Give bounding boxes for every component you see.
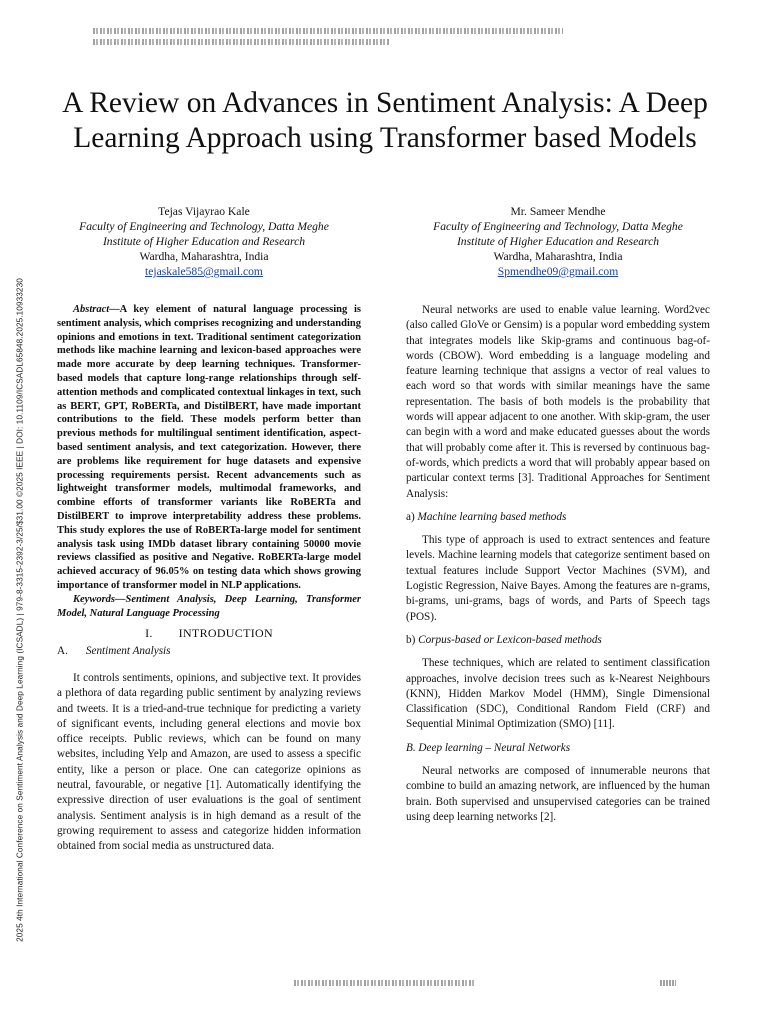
author-affiliation: Institute of Higher Education and Research [456, 235, 660, 248]
intro-paragraph: It controls sentiments, opinions, and subjective text. It provides a plethora of data regarding public sentiment by analyzing reviews and tweets. It is a tried-and-true technique for predicting a variety of significant events, including general elections and movie box office receipts. Public reviews, which can be found on many websites, including Yelp and Amazon, are used to assess a specific entity, like a person or place. One can categorize opinions as neutral, favourable, or negative [1]. Automatically identifying the expressive direction of user evaluations is the goal of sentiment analysis. Sentiment analysis is in high demand as a result of the growing requirement to assess and categorize hidden information obtained from social media as unstructured data. [57, 671, 361, 853]
abstract-text: A key element of natural language processing is sentiment analysis, which comprises recognizing and understanding opinions and emotions in text. Traditional sentiment categorization methods like machine learning and lexicon-based approaches were made more accurate by deep learning techniques. Transformer-based models that capture long-range relationships through self-attention methods and complicated contextual linkages in text, such as BERT, GPT, RoBERTa, and DistilBERT, have made important contributions to the field. These models perform better than previous methods for multilingual sentiment identification, aspect-based sentiment analysis, and text categorization. However, there are problems like requirement for huge datasets and expensive processing requirements persist. Recent advancements such as lightweight transformer models, multimodal frameworks, and combine efforts of transformer variants like RoBERTa and DistilBERT to improve interpretability address these problems. This study explores the use of RoBERTa-large model for sentiment analysis task using IMDb dataset library containing 50000 movie reviews classified as positive and Negative. RoBERTa-large model achieved accuracy of 96.05% on testing data which shows growing importance of transformer model in NLP applications. [57, 304, 361, 591]
left-column [57, 303, 361, 854]
author-affiliation: Institute of Higher Education and Research [102, 235, 306, 248]
paragraph-neural-networks: Neural networks are composed of innumerable neurons that combine to build an amazing network, are influenced by the human brain. Both supervised and unsupervised categories can be trained using deep learning networks [2]. [406, 765, 710, 823]
page-number-blurred [660, 980, 676, 986]
keywords-label: Keywords [73, 593, 115, 605]
paragraph-lexicon-methods: These techniques, which are related to sentiment classification approaches, involve decision trees such as k-Nearest Neighbours (KNN), Hidden Markov Model (HMM), Single Dimensional Classification (SDC), Conditional Random Field (CRF) and Sequential Minimal Optimization (SMO) [11]. [406, 657, 710, 731]
keywords: Keywords—Sentiment Analysis, Deep Learning, Transformer Model, Natural Language Processing [57, 593, 361, 619]
right-column [406, 303, 710, 825]
subsection-heading: A. Sentiment Analysis [57, 644, 171, 657]
author-location: Wardha, Maharashtra, India [139, 250, 269, 263]
author-affiliation: Faculty of Engineering and Technology, Datta Meghe [433, 220, 683, 233]
author-location: Wardha, Maharashtra, India [493, 250, 623, 263]
subheading-lexicon-methods: b) Corpus-based or Lexicon-based methods [406, 633, 602, 646]
footer-text-blurred [294, 980, 474, 986]
paper-title: A Review on Advances in Sentiment Analysis: A Deep Learning Approach using Transformer based Models [62, 87, 708, 154]
abstract: Abstract—A key element of natural language processing is sentiment analysis, which comprises recognizing and understanding opinions and emotions in text. Traditional sentiment categorization methods like machine learning and lexicon-based approaches were made more accurate by deep learning techniques. Transformer-based models that capture long-range relationships through self-attention methods and complicated contextual linkages in text, such as BERT, GPT, RoBERTa, and DistilBERT, have made important contributions to the field. These models perform better than previous methods for multilingual sentiment identification, aspect-based sentiment analysis, and text categorization. However, there are problems like requirement for huge datasets and expensive processing requirements persist. Recent advancements such as lightweight transformer models, multimodal frameworks, and combine efforts of transformer variants like RoBERTa and DistilBERT to improve interpretability address these problems. This study explores the use of RoBERTa-large model for sentiment analysis task using IMDb dataset library containing 50000 movie reviews classified as positive and Negative. RoBERTa-large model achieved accuracy of 96.05% on testing data which shows growing importance of transformer model in NLP applications. [57, 304, 361, 591]
author-email-link[interactable]: tejaskale585@gmail.com [145, 265, 263, 278]
section-heading-introduction: I. INTRODUCTION [145, 626, 273, 641]
conference-header-blurred [93, 28, 563, 50]
author-email-link[interactable]: Spmendhe09@gmail.com [497, 265, 619, 278]
paragraph-ml-methods: This type of approach is used to extract sentences and feature levels. Machine learning models that categorize sentiment based on textual features include Support Vector Machines (SVM), and Logistic Regression, Naive Bayes. Among the features are n-grams, bi-grams, uni-grams, bags of words, and Parts of Speech tags (POS). [406, 534, 710, 623]
subheading-ml-methods: a) Machine learning based methods [406, 510, 567, 523]
doi-stamp-text: 2025 4th International Conference on Sentiment Analysis and Deep Learning (ICSADL) | 979-8-3315-2392-3/25/$31.00 ©2025 IEEE | DOI: 10.1109/ICSADL65848.2025.10933230 [15, 278, 25, 942]
author-block-2 [408, 204, 708, 279]
author-name: Mr. Sameer Mendhe [510, 205, 606, 218]
subheading-deep-learning: B. Deep learning – Neural Networks [406, 741, 571, 754]
author-name: Tejas Vijayrao Kale [158, 205, 250, 218]
author-block-1 [54, 204, 354, 279]
author-affiliation: Faculty of Engineering and Technology, Datta Meghe [79, 220, 329, 233]
ieee-sidebar-stamp [6, 0, 34, 1024]
paragraph-word-embedding: Neural networks are used to enable value learning. Word2vec (also called GloVe or Gensim) is a popular word embedding system that integrates models like Skip-grams and continuous bag-of-words (CBOW). Word embedding is a language modeling and feature learning technique that assigns a vector of real values to each word so that words with similar meanings have the same representation. The basis of both models is the probability that words will appear adjacent to one another. With skip-gram, the user can begin with a word and make educated guesses about the words that will probably come after it. This is reversed by continuous bag-of-words, which predicts a word that will probably appear based on particular context terms [3]. Traditional Approaches for Sentiment Analysis: [406, 304, 710, 500]
abstract-label: Abstract [73, 304, 110, 315]
keywords-text: Sentiment Analysis, Deep Learning, Transformer Model, Natural Language Processing [57, 593, 361, 619]
